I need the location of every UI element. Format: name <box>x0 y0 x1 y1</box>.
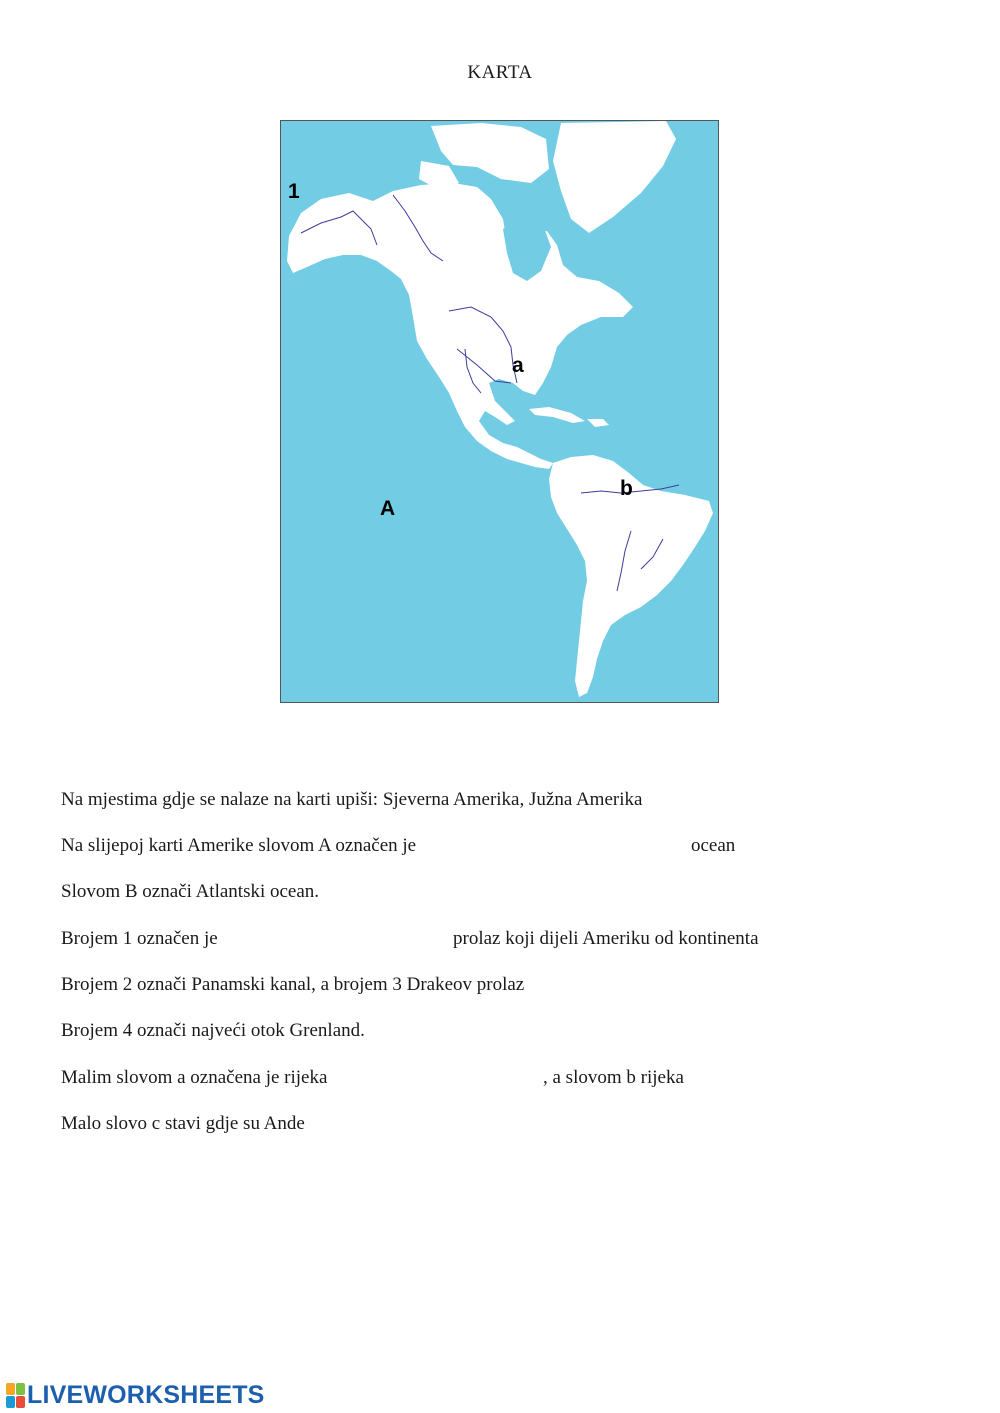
instruction-line-3 <box>61 881 319 903</box>
instruction-text: Slovom B označi Atlantski ocean. <box>61 881 320 902</box>
map-label-strait-1: 1 <box>288 180 300 203</box>
instruction-text: Malo slovo c stavi gdje su Ande <box>61 1113 305 1134</box>
instruction-text: Malim slovom a označena je rijeka <box>61 1067 328 1088</box>
page-title: KARTA <box>467 62 533 83</box>
instruction-text-after: ocean <box>691 835 736 856</box>
river-a-answer-field[interactable] <box>351 1063 545 1093</box>
instruction-text: Brojem 4 označi najveći otok Grenland. <box>61 1020 365 1041</box>
instruction-line-1 <box>61 789 642 811</box>
instruction-line-6 <box>61 1020 365 1042</box>
logo-text: LIVEWORKSHEETS <box>27 1381 265 1409</box>
instruction-line-7 <box>61 1067 684 1089</box>
logo-block <box>16 1396 25 1408</box>
logo-block <box>6 1396 15 1408</box>
map-label-ocean-a: A <box>380 497 396 520</box>
logo-blocks-icon <box>6 1383 25 1408</box>
instruction-text: Brojem 2 označi Panamski kanal, a brojem 3 Drakeov prolaz <box>61 974 525 995</box>
ocean-answer-field[interactable] <box>446 831 690 861</box>
map-label-river-b: b <box>620 477 633 500</box>
instruction-text: Brojem 1 označen je <box>61 928 218 949</box>
instruction-line-4 <box>61 928 759 950</box>
instruction-text: Na slijepoj karti Amerike slovom A označen je <box>61 835 417 856</box>
strait-answer-field[interactable] <box>233 924 447 954</box>
instruction-line-2 <box>61 835 736 857</box>
logo-block <box>16 1383 25 1395</box>
instruction-line-5 <box>61 974 524 996</box>
logo-block <box>6 1383 15 1395</box>
river-b-answer-field[interactable] <box>701 1063 905 1093</box>
liveworksheets-logo <box>6 1381 265 1410</box>
instruction-line-8 <box>61 1113 305 1135</box>
map-svg <box>281 121 719 703</box>
americas-blind-map <box>280 120 719 703</box>
instruction-text-after: prolaz koji dijeli Ameriku od kontinenta <box>453 928 759 949</box>
map-label-river-a: a <box>512 354 524 377</box>
instruction-text-after: , a slovom b rijeka <box>543 1067 684 1088</box>
instruction-text: Na mjestima gdje se nalaze na karti upiši: Sjeverna Amerika, Južna Amerika <box>61 789 643 810</box>
